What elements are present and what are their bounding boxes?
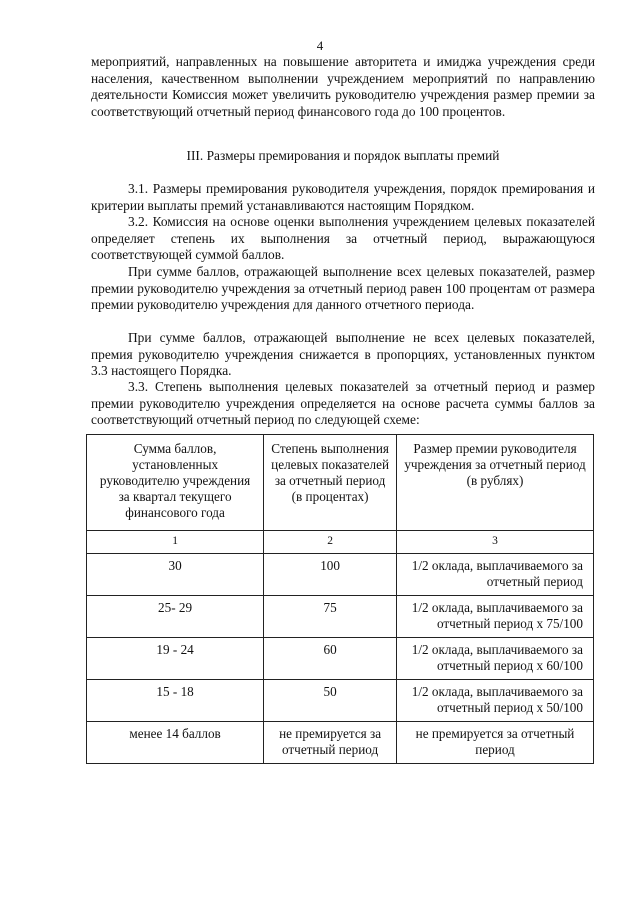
table-header-cell: Размер премии руководителя учреждения за отчетный период (в рублях) (397, 435, 594, 531)
table-column-number: 2 (264, 531, 397, 554)
table-cell: не премируется за отчетный период (397, 722, 594, 764)
table-row (87, 680, 594, 722)
table-cell: 1/2 оклада, выплачиваемого за отчетный период (397, 554, 594, 596)
page-number: 4 (316, 38, 324, 53)
table-cell: 1/2 оклада, выплачиваемого за отчетный период х 50/100 (397, 680, 594, 722)
paragraph-3-2: 3.2. Комиссия на основе оценки выполнения учреждением целевых показателей определяет степень их выполнения за отчетный период, выражающуюся соответствующей суммой баллов. (91, 214, 595, 263)
table-header-cell: Сумма баллов, установленных руководителю учреждения за квартал текущего финансового года (87, 435, 264, 531)
paragraph-partial-targets: При сумме баллов, отражающей выполнение не всех целевых показателей, премия руководителю учреждения снижается в пропорциях, установленных пунктом 3.3 настоящего Порядка. (91, 330, 595, 379)
paragraph-3-1: 3.1. Размеры премирования руководителя учреждения, порядок премирования и критерии выплаты премий устанавливаются настоящим Порядком. (91, 181, 595, 213)
table-cell: 1/2 оклада, выплачиваемого за отчетный период х 75/100 (397, 596, 594, 638)
table-cell: 30 (87, 554, 264, 596)
table-row (87, 722, 594, 764)
table-row (87, 554, 594, 596)
table-cell: 100 (264, 554, 397, 596)
table-cell: 25- 29 (87, 596, 264, 638)
paragraph-3-3: 3.3. Степень выполнения целевых показателей за отчетный период и размер премии руководителю учреждения определяется на основе расчета суммы баллов за соответствующий отчетный период по следующей схеме: (91, 379, 595, 428)
table-cell: 60 (264, 638, 397, 680)
table-cell: менее 14 баллов (87, 722, 264, 764)
table-row (87, 596, 594, 638)
intro-paragraph: мероприятий, направленных на повышение авторитета и имиджа учреждения среди населения, качественном выполнении учреждением мероприятий по направлению деятельности Комиссия может увеличить руководителю учреждения размер премии за соответствующий отчетный период финансового года до 100 процентов. (91, 54, 595, 119)
table-header-row (87, 435, 594, 531)
paragraph-all-targets: При сумме баллов, отражающей выполнение всех целевых показателей, размер премии руководителю учреждения за отчетный период равен 100 процентам от размера премии руководителю учреждения для данного отчетного периода. (91, 264, 595, 313)
table-row (87, 638, 594, 680)
table-cell: не премируется за отчетный период (264, 722, 397, 764)
table-cell: 50 (264, 680, 397, 722)
table-cell: 19 - 24 (87, 638, 264, 680)
table-cell: 15 - 18 (87, 680, 264, 722)
table-column-number: 3 (397, 531, 594, 554)
table-cell: 75 (264, 596, 397, 638)
section-heading: III. Размеры премирования и порядок выплаты премий (186, 148, 500, 163)
table-column-number-row (87, 531, 594, 554)
table-header-cell: Степень выполнения целевых показателей за отчетный период (в процентах) (264, 435, 397, 531)
table-column-number: 1 (87, 531, 264, 554)
bonus-table (86, 434, 594, 764)
table-cell: 1/2 оклада, выплачиваемого за отчетный период х 60/100 (397, 638, 594, 680)
